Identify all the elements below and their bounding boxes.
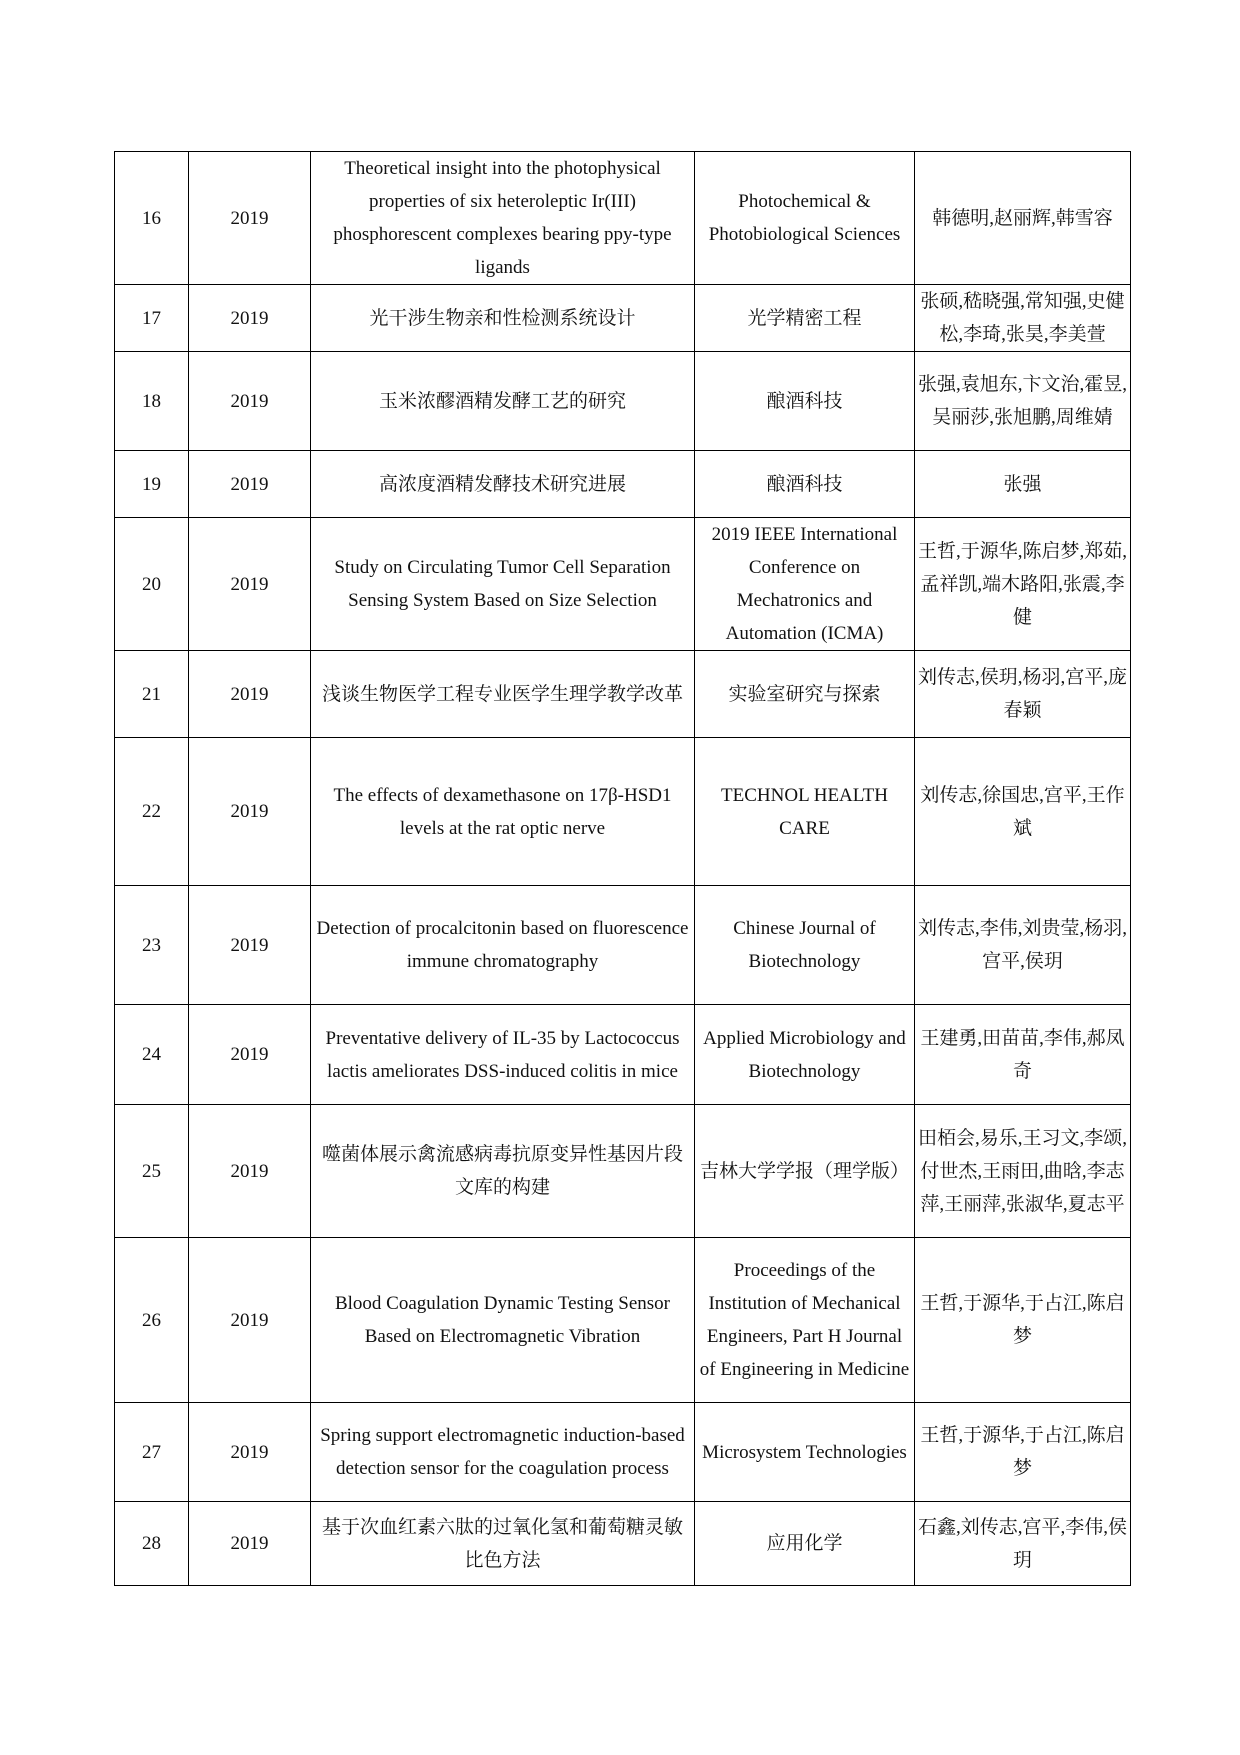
row-number: 22 [115, 738, 189, 886]
journal-name: TECHNOL HEALTH CARE [695, 738, 915, 886]
row-number: 19 [115, 451, 189, 518]
table-row [115, 518, 1131, 651]
year: 2019 [189, 1403, 311, 1502]
row-number: 24 [115, 1005, 189, 1105]
table-row [115, 352, 1131, 451]
journal-name: Microsystem Technologies [695, 1403, 915, 1502]
row-number: 17 [115, 285, 189, 352]
year: 2019 [189, 1005, 311, 1105]
row-number: 16 [115, 152, 189, 285]
year: 2019 [189, 651, 311, 738]
table-row [115, 1238, 1131, 1403]
paper-title: 基于次血红素六肽的过氧化氢和葡萄糖灵敏比色方法 [311, 1502, 695, 1586]
year: 2019 [189, 152, 311, 285]
year: 2019 [189, 352, 311, 451]
year: 2019 [189, 285, 311, 352]
paper-title: 噬菌体展示禽流感病毒抗原变异性基因片段文库的构建 [311, 1105, 695, 1238]
publication-table [114, 151, 1131, 1586]
table-row [115, 886, 1131, 1005]
paper-title: Preventative delivery of IL-35 by Lactococcus lactis ameliorates DSS-induced colitis in mice [311, 1005, 695, 1105]
journal-name: 吉林大学学报（理学版） [695, 1105, 915, 1238]
year: 2019 [189, 1238, 311, 1403]
year: 2019 [189, 1105, 311, 1238]
journal-name: 酿酒科技 [695, 451, 915, 518]
table-row [115, 738, 1131, 886]
author-list: 张强,袁旭东,卞文治,霍昱,吴丽莎,张旭鹏,周维婧 [915, 352, 1131, 451]
journal-name: Proceedings of the Institution of Mechanical Engineers, Part H Journal of Engineering in Medicine [695, 1238, 915, 1403]
table-row [115, 1502, 1131, 1586]
table-row [115, 1105, 1131, 1238]
journal-name: Chinese Journal of Biotechnology [695, 886, 915, 1005]
row-number: 23 [115, 886, 189, 1005]
table-row [115, 1005, 1131, 1105]
paper-title: 高浓度酒精发酵技术研究进展 [311, 451, 695, 518]
row-number: 21 [115, 651, 189, 738]
row-number: 18 [115, 352, 189, 451]
year: 2019 [189, 451, 311, 518]
journal-name: 应用化学 [695, 1502, 915, 1586]
journal-name: 酿酒科技 [695, 352, 915, 451]
author-list: 石鑫,刘传志,宫平,李伟,侯玥 [915, 1502, 1131, 1586]
row-number: 27 [115, 1403, 189, 1502]
author-list: 田栢会,易乐,王习文,李颂,付世杰,王雨田,曲晗,李志萍,王丽萍,张淑华,夏志平 [915, 1105, 1131, 1238]
paper-title: Spring support electromagnetic induction-based detection sensor for the coagulation process [311, 1403, 695, 1502]
author-list: 韩德明,赵丽辉,韩雪容 [915, 152, 1131, 285]
author-list: 张硕,嵇晓强,常知强,史健松,李琦,张昊,李美萱 [915, 285, 1131, 352]
journal-name: Photochemical & Photobiological Sciences [695, 152, 915, 285]
table-row [115, 651, 1131, 738]
journal-name: 光学精密工程 [695, 285, 915, 352]
author-list: 刘传志,徐国忠,宫平,王作斌 [915, 738, 1131, 886]
author-list: 刘传志,侯玥,杨羽,宫平,庞春颖 [915, 651, 1131, 738]
paper-title: Blood Coagulation Dynamic Testing Sensor Based on Electromagnetic Vibration [311, 1238, 695, 1403]
journal-name: Applied Microbiology and Biotechnology [695, 1005, 915, 1105]
row-number: 25 [115, 1105, 189, 1238]
row-number: 20 [115, 518, 189, 651]
year: 2019 [189, 738, 311, 886]
year: 2019 [189, 1502, 311, 1586]
row-number: 28 [115, 1502, 189, 1586]
year: 2019 [189, 886, 311, 1005]
table-row [115, 152, 1131, 285]
table-row [115, 285, 1131, 352]
author-list: 刘传志,李伟,刘贵莹,杨羽,宫平,侯玥 [915, 886, 1131, 1005]
journal-name: 2019 IEEE International Conference on Mechatronics and Automation (ICMA) [695, 518, 915, 651]
paper-title: 光干涉生物亲和性检测系统设计 [311, 285, 695, 352]
year: 2019 [189, 518, 311, 651]
paper-title: 浅谈生物医学工程专业医学生理学教学改革 [311, 651, 695, 738]
paper-title: Theoretical insight into the photophysical properties of six heteroleptic Ir(III) phosphorescent complexes bearing ppy-type ligands [311, 152, 695, 285]
paper-title: 玉米浓醪酒精发酵工艺的研究 [311, 352, 695, 451]
paper-title: Detection of procalcitonin based on fluorescence immune chromatography [311, 886, 695, 1005]
author-list: 张强 [915, 451, 1131, 518]
paper-title: Study on Circulating Tumor Cell Separation Sensing System Based on Size Selection [311, 518, 695, 651]
author-list: 王哲,于源华,于占江,陈启梦 [915, 1238, 1131, 1403]
paper-title: The effects of dexamethasone on 17β-HSD1 levels at the rat optic nerve [311, 738, 695, 886]
journal-name: 实验室研究与探索 [695, 651, 915, 738]
table-row [115, 1403, 1131, 1502]
table-row [115, 451, 1131, 518]
author-list: 王建勇,田苗苗,李伟,郝凤奇 [915, 1005, 1131, 1105]
author-list: 王哲,于源华,陈启梦,郑茹,孟祥凯,端木路阳,张震,李健 [915, 518, 1131, 651]
row-number: 26 [115, 1238, 189, 1403]
author-list: 王哲,于源华,于占江,陈启梦 [915, 1403, 1131, 1502]
